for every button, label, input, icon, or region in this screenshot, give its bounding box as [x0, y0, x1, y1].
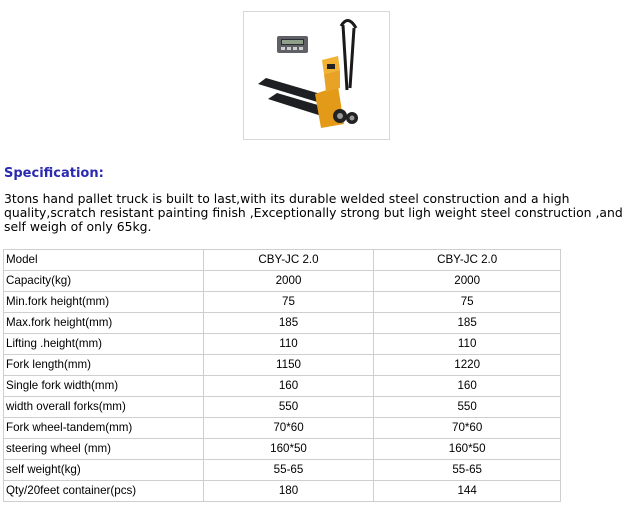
table-row: [4, 376, 561, 397]
spec-value-cell: 110: [374, 334, 561, 355]
spec-label-cell: Capacity(kg): [4, 271, 204, 292]
spec-value-cell: 144: [374, 481, 561, 502]
table-row: [4, 397, 561, 418]
table-row: [4, 334, 561, 355]
spec-label-cell: Max.fork height(mm): [4, 313, 204, 334]
spec-value-cell: 75: [203, 292, 374, 313]
spec-value-cell: 110: [203, 334, 374, 355]
table-row: [4, 250, 561, 271]
spec-value-cell: 1220: [374, 355, 561, 376]
table-row: [4, 355, 561, 376]
table-row: [4, 460, 561, 481]
spec-label-cell: Fork wheel-tandem(mm): [4, 418, 204, 439]
table-row: [4, 292, 561, 313]
spec-value-cell: 185: [203, 313, 374, 334]
spec-label-cell: self weight(kg): [4, 460, 204, 481]
table-row: [4, 418, 561, 439]
spec-value-cell: 75: [374, 292, 561, 313]
specification-heading: Specification:: [4, 166, 104, 181]
spec-value-cell: 180: [203, 481, 374, 502]
spec-value-cell: 550: [203, 397, 374, 418]
spec-value-cell: CBY-JC 2.0: [203, 250, 374, 271]
spec-label-cell: Qty/20feet container(pcs): [4, 481, 204, 502]
spec-value-cell: 55-65: [374, 460, 561, 481]
spec-value-cell: 2000: [374, 271, 561, 292]
spec-label-cell: Single fork width(mm): [4, 376, 204, 397]
spec-value-cell: 185: [374, 313, 561, 334]
table-row: [4, 439, 561, 460]
spec-value-cell: CBY-JC 2.0: [374, 250, 561, 271]
spec-value-cell: 160*50: [203, 439, 374, 460]
pallet-truck-scale-photo-icon: [244, 12, 389, 139]
spec-value-cell: 160: [203, 376, 374, 397]
spec-value-cell: 1150: [203, 355, 374, 376]
product-description: 3tons hand pallet truck is built to last,with its durable welded steel construction and a high quality,scratch resistant painting finish ,Exceptionally strong but ligh weight steel construction ,and self weigh of only 65kg.: [4, 191, 623, 234]
spec-label-cell: Lifting .height(mm): [4, 334, 204, 355]
spec-value-cell: 70*60: [203, 418, 374, 439]
spec-label-cell: Min.fork height(mm): [4, 292, 204, 313]
spec-value-cell: 160: [374, 376, 561, 397]
spec-label-cell: Model: [4, 250, 204, 271]
table-row: [4, 313, 561, 334]
spec-value-cell: 2000: [203, 271, 374, 292]
specification-table: [3, 249, 561, 502]
spec-value-cell: 550: [374, 397, 561, 418]
spec-label-cell: Fork length(mm): [4, 355, 204, 376]
spec-value-cell: 55-65: [203, 460, 374, 481]
spec-value-cell: 160*50: [374, 439, 561, 460]
table-row: [4, 481, 561, 502]
spec-value-cell: 70*60: [374, 418, 561, 439]
spec-label-cell: width overall forks(mm): [4, 397, 204, 418]
spec-label-cell: steering wheel (mm): [4, 439, 204, 460]
product-image: [243, 11, 390, 140]
table-row: [4, 271, 561, 292]
